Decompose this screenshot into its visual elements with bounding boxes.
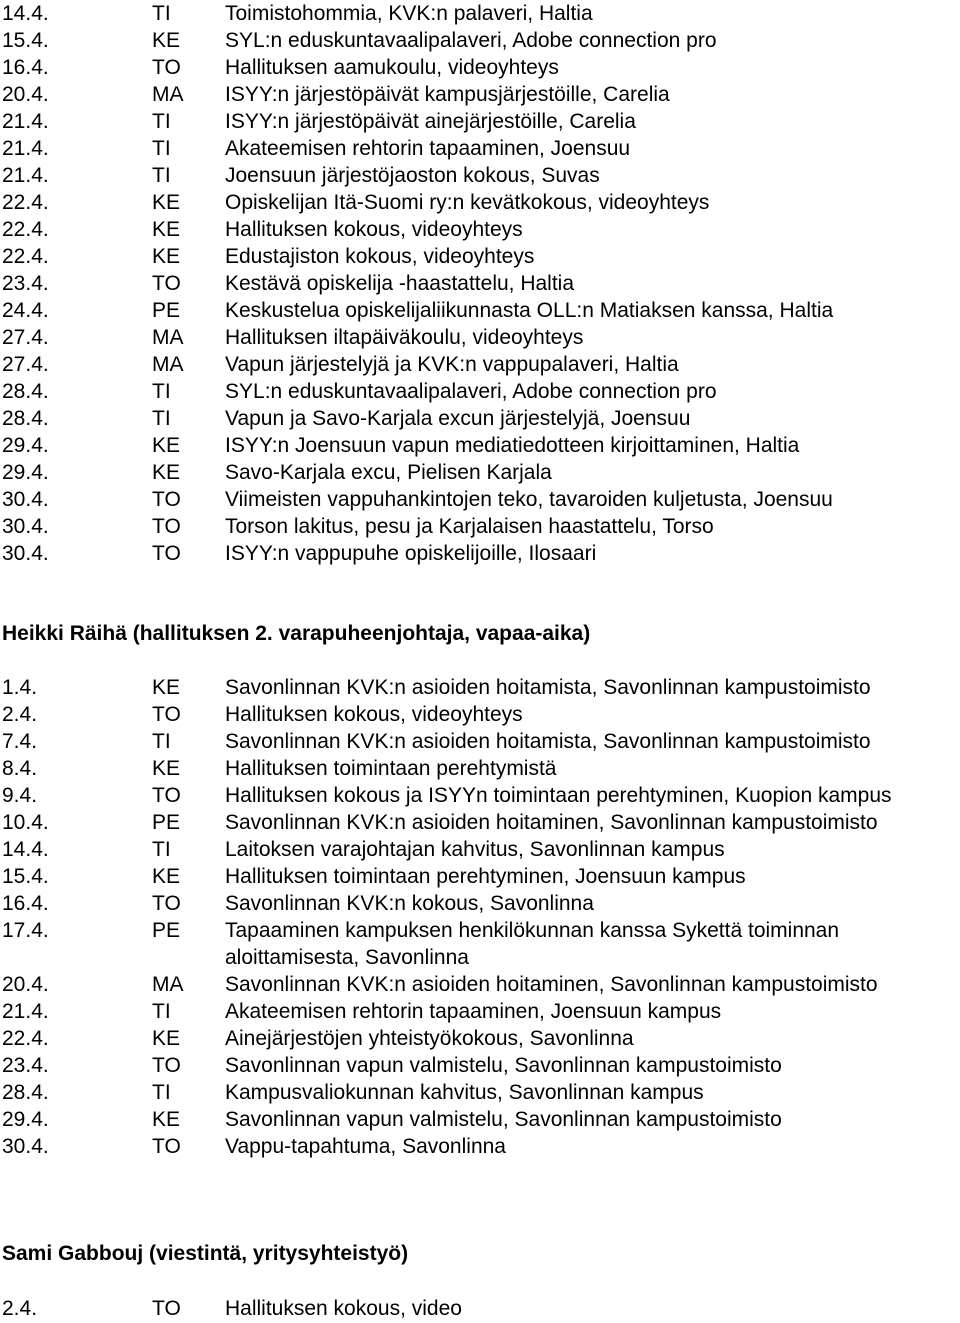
activity-date: 2.4. [2, 1297, 38, 1320]
activity-row [0, 890, 960, 917]
section-heading-sami-gabbouj: Sami Gabbouj (viestintä, yritysyhteistyö) [2, 1242, 409, 1265]
activity-weekday: TO [152, 1054, 181, 1077]
activity-date: 23.4. [2, 1054, 49, 1077]
activity-row [0, 917, 960, 971]
activity-row [0, 809, 960, 836]
activity-description: Keskustelua opiskelijaliikunnasta OLL:n Matiaksen kanssa, Haltia [225, 299, 834, 322]
activity-description: Vapun järjestelyjä ja KVK:n vappupalaveri, Haltia [225, 353, 679, 376]
activity-weekday: KE [152, 461, 181, 484]
activity-date: 1.4. [2, 676, 38, 699]
activity-weekday: TO [152, 784, 181, 807]
activity-date: 15.4. [2, 29, 49, 52]
activity-date: 28.4. [2, 407, 49, 430]
activity-description: Ainejärjestöjen yhteistyökokous, Savonlinna [225, 1027, 634, 1050]
activity-date: 27.4. [2, 326, 49, 349]
activity-description: Savo-Karjala excu, Pielisen Karjala [225, 461, 552, 484]
activity-row [0, 405, 960, 432]
activity-date: 29.4. [2, 461, 49, 484]
activity-row [0, 270, 960, 297]
activity-date: 30.4. [2, 515, 49, 538]
activity-weekday: TO [152, 272, 181, 295]
activity-date: 28.4. [2, 380, 49, 403]
activity-row [0, 728, 960, 755]
activity-row [0, 216, 960, 243]
activity-weekday: PE [152, 299, 181, 322]
activity-description: Savonlinnan KVK:n asioiden hoitaminen, Savonlinnan kampustoimisto [225, 811, 878, 834]
activity-description: Toimistohommia, KVK:n palaveri, Haltia [225, 2, 593, 25]
activity-date: 21.4. [2, 164, 49, 187]
activity-description: Akateemisen rehtorin tapaaminen, Joensuun kampus [225, 1000, 722, 1023]
activity-description: Savonlinnan KVK:n kokous, Savonlinna [225, 892, 594, 915]
activity-description: ISYY:n järjestöpäivät ainejärjestöille, Carelia [225, 110, 636, 133]
activity-weekday: TI [152, 838, 171, 861]
activity-description: Hallituksen kokous, videoyhteys [225, 703, 523, 726]
activity-date: 15.4. [2, 865, 49, 888]
activity-weekday: TI [152, 2, 171, 25]
activity-description: Viimeisten vappuhankintojen teko, tavaroiden kuljetusta, Joensuu [225, 488, 833, 511]
activity-date: 21.4. [2, 137, 49, 160]
activity-weekday: MA [152, 326, 184, 349]
activity-description: Hallituksen kokous, videoyhteys [225, 218, 523, 241]
activity-date: 14.4. [2, 838, 49, 861]
activity-weekday: TO [152, 1297, 181, 1320]
activity-date: 20.4. [2, 83, 49, 106]
activity-list-section-3 [0, 1295, 960, 1322]
activity-row [0, 701, 960, 728]
activity-weekday: KE [152, 29, 181, 52]
activity-weekday: KE [152, 191, 181, 214]
activity-row [0, 81, 960, 108]
activity-row [0, 1133, 960, 1160]
activity-description: Savonlinnan KVK:n asioiden hoitamista, Savonlinnan kampustoimisto [225, 676, 871, 699]
activity-weekday: TO [152, 542, 181, 565]
activity-row [0, 297, 960, 324]
activity-date: 27.4. [2, 353, 49, 376]
activity-row [0, 1106, 960, 1133]
activity-description: Joensuun järjestöjaoston kokous, Suvas [225, 164, 600, 187]
activity-row [0, 755, 960, 782]
activity-description: Hallituksen iltapäiväkoulu, videoyhteys [225, 326, 584, 349]
activity-row [0, 162, 960, 189]
activity-row [0, 459, 960, 486]
activity-weekday: TI [152, 164, 171, 187]
activity-row [0, 27, 960, 54]
activity-row [0, 135, 960, 162]
activity-weekday: KE [152, 434, 181, 457]
activity-weekday: KE [152, 1108, 181, 1131]
activity-date: 21.4. [2, 110, 49, 133]
activity-date: 14.4. [2, 2, 49, 25]
activity-date: 7.4. [2, 730, 38, 753]
activity-description: Kestävä opiskelija -haastattelu, Haltia [225, 272, 575, 295]
activity-date: 10.4. [2, 811, 49, 834]
activity-description: Laitoksen varajohtajan kahvitus, Savonlinnan kampus [225, 838, 725, 861]
activity-weekday: KE [152, 1027, 181, 1050]
activity-row [0, 351, 960, 378]
activity-weekday: TI [152, 110, 171, 133]
activity-weekday: KE [152, 218, 181, 241]
activity-date: 2.4. [2, 703, 38, 726]
activity-row [0, 971, 960, 998]
activity-list-section-2 [0, 674, 960, 1160]
activity-description: Edustajiston kokous, videoyhteys [225, 245, 535, 268]
activity-weekday: TI [152, 730, 171, 753]
activity-description: Opiskelijan Itä-Suomi ry:n kevätkokous, videoyhteys [225, 191, 710, 214]
activity-description: Savonlinnan KVK:n asioiden hoitaminen, Savonlinnan kampustoimisto [225, 973, 878, 996]
activity-description: ISYY:n järjestöpäivät kampusjärjestöille, Carelia [225, 83, 670, 106]
activity-weekday: TI [152, 1000, 171, 1023]
activity-description: SYL:n eduskuntavaalipalaveri, Adobe connection pro [225, 29, 717, 52]
activity-date: 28.4. [2, 1081, 49, 1104]
activity-row [0, 189, 960, 216]
activity-date: 23.4. [2, 272, 49, 295]
activity-date: 22.4. [2, 1027, 49, 1050]
activity-date: 30.4. [2, 488, 49, 511]
activity-description: Hallituksen toimintaan perehtymistä [225, 757, 557, 780]
activity-row [0, 998, 960, 1025]
activity-description: Savonlinnan KVK:n asioiden hoitamista, Savonlinnan kampustoimisto [225, 730, 871, 753]
activity-row [0, 54, 960, 81]
activity-weekday: TO [152, 515, 181, 538]
activity-weekday: KE [152, 676, 181, 699]
activity-description: Hallituksen kokous ja ISYYn toimintaan perehtyminen, Kuopion kampus [225, 784, 892, 807]
activity-weekday: KE [152, 865, 181, 888]
activity-description: ISYY:n vappupuhe opiskelijoille, Ilosaari [225, 542, 597, 565]
activity-weekday: TO [152, 1135, 181, 1158]
activity-description: SYL:n eduskuntavaalipalaveri, Adobe connection pro [225, 380, 717, 403]
activity-description: Kampusvaliokunnan kahvitus, Savonlinnan kampus [225, 1081, 704, 1104]
activity-date: 21.4. [2, 1000, 49, 1023]
activity-list-section-1 [0, 0, 960, 567]
activity-weekday: TO [152, 703, 181, 726]
activity-date: 22.4. [2, 245, 49, 268]
activity-description: Hallituksen aamukoulu, videoyhteys [225, 56, 559, 79]
activity-weekday: TO [152, 488, 181, 511]
activity-weekday: TI [152, 137, 171, 160]
activity-description: Vapun ja Savo-Karjala excun järjestelyjä, Joensuu [225, 407, 691, 430]
activity-row [0, 324, 960, 351]
activity-date: 30.4. [2, 1135, 49, 1158]
activity-row [0, 1052, 960, 1079]
section-heading-heikki-raiha: Heikki Räihä (hallituksen 2. varapuheenjohtaja, vapaa-aika) [2, 622, 591, 645]
activity-row [0, 0, 960, 27]
activity-weekday: MA [152, 353, 184, 376]
activity-date: 22.4. [2, 218, 49, 241]
activity-weekday: KE [152, 757, 181, 780]
activity-row [0, 1025, 960, 1052]
activity-weekday: PE [152, 811, 181, 834]
activity-row [0, 836, 960, 863]
activity-row [0, 378, 960, 405]
activity-weekday: MA [152, 83, 184, 106]
activity-weekday: TI [152, 1081, 171, 1104]
activity-date: 16.4. [2, 892, 49, 915]
activity-date: 17.4. [2, 919, 49, 942]
activity-weekday: TI [152, 407, 171, 430]
activity-row [0, 674, 960, 701]
activity-row [0, 513, 960, 540]
activity-row [0, 782, 960, 809]
activity-date: 20.4. [2, 973, 49, 996]
activity-date: 9.4. [2, 784, 38, 807]
activity-row [0, 432, 960, 459]
activity-description: Hallituksen toimintaan perehtyminen, Joensuun kampus [225, 865, 746, 888]
activity-date: 30.4. [2, 542, 49, 565]
activity-row [0, 1079, 960, 1106]
activity-description: Vappu-tapahtuma, Savonlinna [225, 1135, 506, 1158]
activity-date: 22.4. [2, 191, 49, 214]
activity-date: 29.4. [2, 1108, 49, 1131]
activity-weekday: TO [152, 56, 181, 79]
activity-description: Savonlinnan vapun valmistelu, Savonlinnan kampustoimisto [225, 1108, 782, 1131]
activity-weekday: KE [152, 245, 181, 268]
activity-row [0, 863, 960, 890]
activity-description: Akateemisen rehtorin tapaaminen, Joensuu [225, 137, 631, 160]
activity-row [0, 108, 960, 135]
activity-description: Tapaaminen kampuksen henkilökunnan kanssa Sykettä toiminnan aloittamisesta, Savonlinna [225, 919, 840, 969]
activity-description: Hallituksen kokous, video [225, 1297, 462, 1320]
activity-description: Savonlinnan vapun valmistelu, Savonlinnan kampustoimisto [225, 1054, 782, 1077]
activity-weekday: TO [152, 892, 181, 915]
activity-weekday: TI [152, 380, 171, 403]
activity-row [0, 243, 960, 270]
activity-row [0, 1295, 960, 1322]
activity-description: Torson lakitus, pesu ja Karjalaisen haastattelu, Torso [225, 515, 714, 538]
activity-date: 8.4. [2, 757, 38, 780]
activity-weekday: MA [152, 973, 184, 996]
activity-date: 16.4. [2, 56, 49, 79]
activity-row [0, 486, 960, 513]
activity-date: 24.4. [2, 299, 49, 322]
activity-date: 29.4. [2, 434, 49, 457]
activity-description: ISYY:n Joensuun vapun mediatiedotteen kirjoittaminen, Haltia [225, 434, 800, 457]
activity-row [0, 540, 960, 567]
activity-weekday: PE [152, 919, 181, 942]
